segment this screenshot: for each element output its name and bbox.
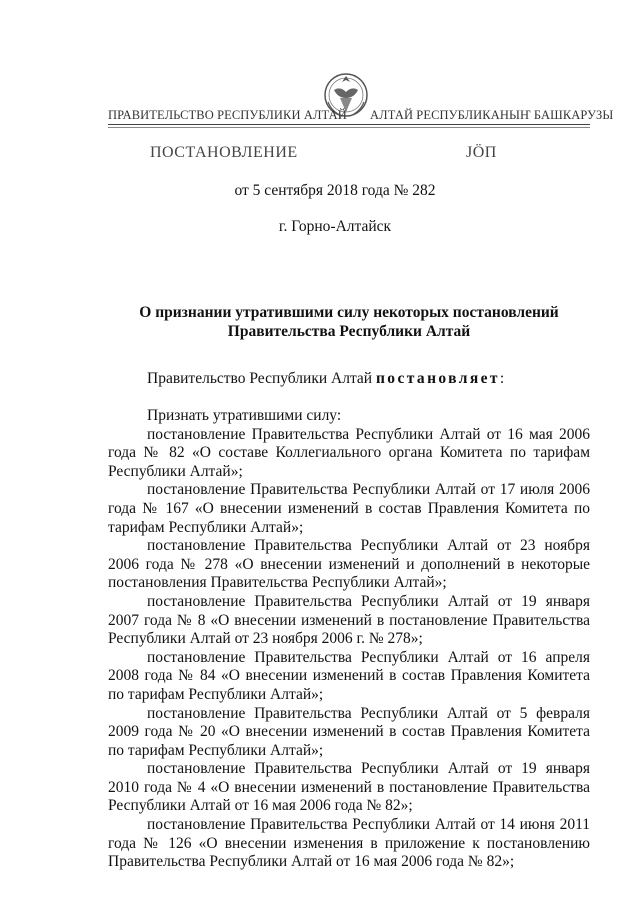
title-line-2: Правительства Республики Алтай <box>227 323 471 340</box>
list-item: постановление Правительства Республики Алтай от 16 апреля 2008 года № 84 «О внесении изменений в состав Правления Комитета по тарифам Республики Алтай»; <box>108 648 590 703</box>
list-item: постановление Правительства Республики Алтай от 19 января 2007 года № 8 «О внесении изменений в постановление Правительства Республики Алтай от 23 ноября 2006 г. № 278»; <box>108 592 590 648</box>
preamble-text: Правительство Республики Алтай <box>147 370 373 387</box>
list-item: постановление Правительства Республики Алтай от 23 ноября 2006 года № 278 «О внесении изменений и дополнений в некоторые постановления Правительства Республики Алтай»; <box>108 537 590 592</box>
list-item: постановление Правительства Республики Алтай от 14 июня 2011 года № 126 «О внесении изменения в приложение к постановлению Правительства Республики Алтай от 16 мая 2006 года № 82»; <box>108 816 590 871</box>
header-divider-secondary <box>108 127 590 128</box>
document-city: г. Горно-Алтайск <box>278 218 392 235</box>
doc-type-russian: ПОСТАНОВЛЕНИЕ <box>150 144 298 161</box>
government-name-russian: ПРАВИТЕЛЬСТВО РЕСПУБЛИКИ АЛТАЙ <box>108 108 347 122</box>
list-item: постановление Правительства Республики Алтай от 17 июля 2006 года № 167 «О внесении изменений в состав Правления Комитета по тарифам Республики Алтай»; <box>108 481 590 536</box>
government-name-altai: АЛТАЙ РЕСПУБЛИКАНЫҤ БАШКАРУЗЫ <box>370 108 614 122</box>
preamble-action: постановляет <box>375 370 500 387</box>
preamble-colon: : <box>499 370 505 387</box>
title-line-1: О признании утратившими силу некоторых постановлений <box>139 304 559 321</box>
document-title <box>108 303 590 341</box>
list-item: постановление Правительства Республики Алтай от 19 января 2010 года № 4 «О внесении изменений в постановление Правительства Республики Алтай от 16 мая 2006 года № 82»; <box>108 760 590 815</box>
body-intro: Признать утратившими силу: <box>147 407 342 424</box>
list-item: постановление Правительства Республики Алтай от 16 мая 2006 года № 82 «О составе Коллегиального органа Комитета по тарифам Республики Алтай»; <box>108 425 590 480</box>
document-body <box>108 407 590 872</box>
header-divider <box>108 124 590 125</box>
list-item: постановление Правительства Республики Алтай от 5 февраля 2009 года № 20 «О внесении изменений в состав Правления Комитета по тарифам Республики Алтай»; <box>108 704 590 759</box>
document-date: от 5 сентября 2018 года № 282 <box>234 182 436 199</box>
doc-type-altai: ЈӦП <box>466 144 497 161</box>
preamble <box>147 370 504 388</box>
